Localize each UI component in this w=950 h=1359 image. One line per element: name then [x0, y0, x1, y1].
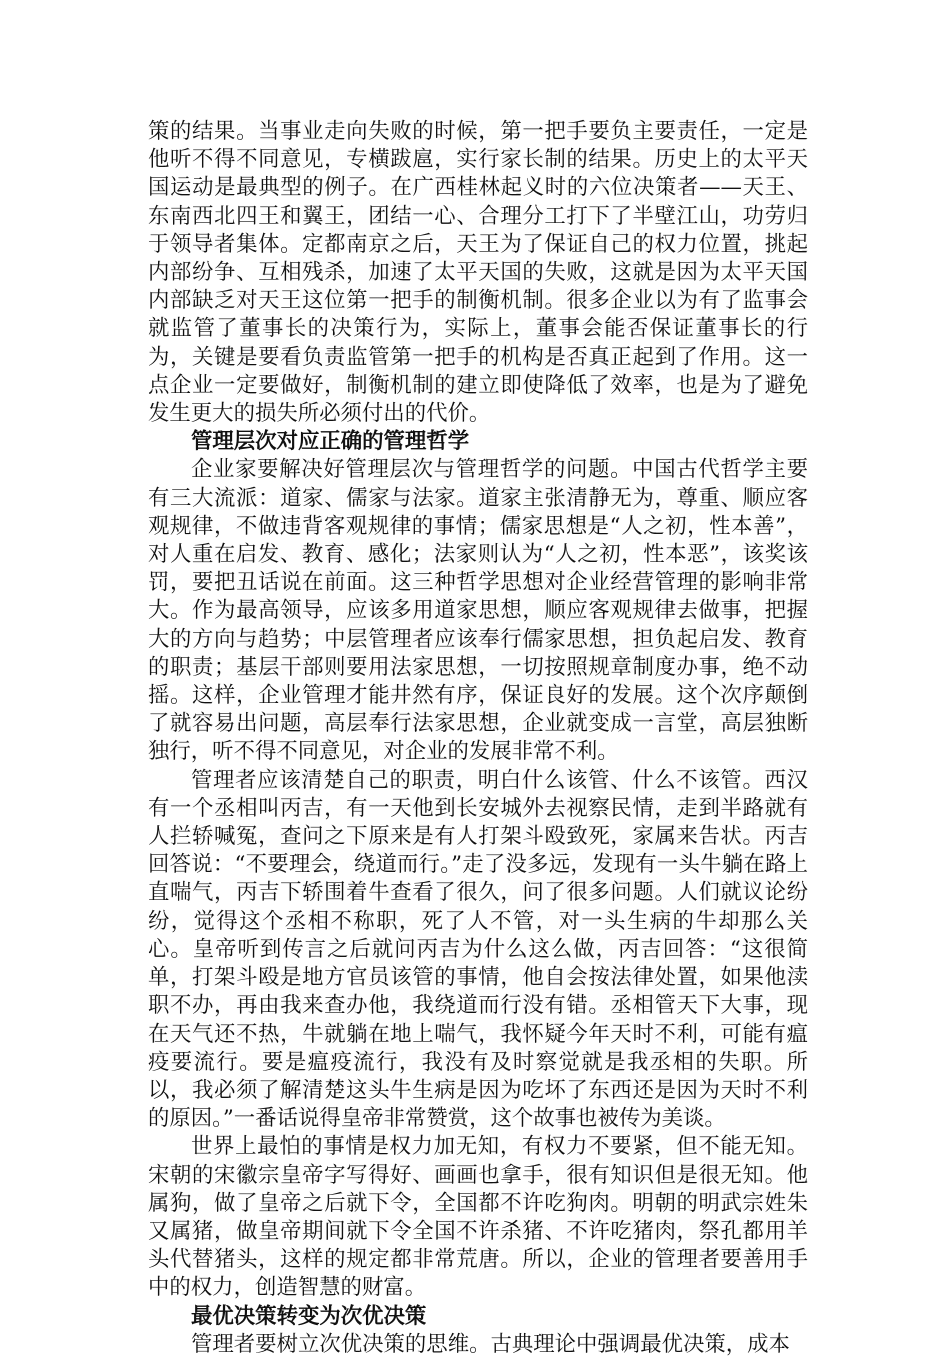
section-heading-1: 管理层次对应正确的管理哲学: [191, 429, 470, 455]
paragraph-3: 管理者应该清楚自己的职责，明白什么该管、什么不该管。西汉有一个丞相叫丙吉，有一天他到长安城外去视察民情，走到半路就有人拦轿喊冤，查问之下原来是有人打架斗殴致死，家属来告状。丙吉回答说：“不要理会，绕道而行。”走了没多远，发现有一头牛躺在路上直喘气，丙吉下轿围着牛查看了很久，问了很多问题。人们就议论纷纷，觉得这个丞相不称职，死了人不管，对一头生病的牛却那么关心。皇帝听到传言之后就问丙吉为什么这么做，丙吉回答：“这很简单，打架斗殴是地方官员该管的事情，他自会按法律处置，如果他渎职不办，再由我来查办他，我绕道而行没有错。丞相管天下大事，现在天气还不热，牛就躺在地上喘气，我怀疑今年天时不利，可能有瘟疫要流行。要是瘟疫流行，我没有及时察觉就是我丞相的失职。所以，我必须了解清楚这头牛生病是因为吃坏了东西还是因为天时不利的原因。”一番话说得皇帝非常赞赏，这个故事也被传为美谈。: [148, 767, 808, 1132]
paragraph-5: 管理者要树立次优决策的思维。古典理论中强调最优决策，成本: [191, 1331, 790, 1357]
section-heading-2: 最优决策转变为次优决策: [191, 1303, 427, 1329]
document-body: [148, 118, 808, 1359]
paragraph-2: 企业家要解决好管理层次与管理哲学的问题。中国古代哲学主要有三大流派：道家、儒家与法家。道家主张清静无为，尊重、顺应客观规律，不做违背客观规律的事情；儒家思想是“人之初，性本善”，对人重在启发、教育、感化；法家则认为“人之初，性本恶”，该奖该罚，要把丑话说在前面。这三种哲学思想对企业经营管理的影响非常大。作为最高领导，应该多用道家思想，顺应客观规律去做事，把握大的方向与趋势；中层管理者应该奉行儒家思想，担负起启发、教育的职责；基层干部则要用法家思想，一切按照规章制度办事，绝不动摇。这样，企业管理才能井然有序，保证良好的发展。这个次序颠倒了就容易出问题，高层奉行法家思想，企业就变成一言堂，高层独断独行，听不得不同意见，对企业的发展非常不利。: [148, 457, 808, 765]
paragraph-1: 策的结果。当事业走向失败的时候，第一把手要负主要责任，一定是他听不得不同意见，专横跋扈，实行家长制的结果。历史上的太平天国运动是最典型的例子。在广西桂林起义时的六位决策者——天王、东南西北四王和翼王，团结一心、合理分工打下了半壁江山，功劳归于领导者集体。定都南京之后，天王为了保证自己的权力位置，挑起内部纷争、互相残杀，加速了太平天国的失败，这就是因为太平天国内部缺乏对天王这位第一把手的制衡机制。很多企业以为有了监事会就监管了董事长的决策行为，实际上，董事会能否保证董事长的行为，关键是要看负责监管第一把手的机构是否真正起到了作用。这一点企业一定要做好，制衡机制的建立即使降低了效率，也是为了避免发生更大的损失所必须付出的代价。: [148, 119, 808, 427]
paragraph-4: 世界上最怕的事情是权力加无知，有权力不要紧，但不能无知。宋朝的宋徽宗皇帝字写得好、画画也拿手，很有知识但是很无知。他属狗，做了皇帝之后就下令，全国都不许吃狗肉。明朝的明武宗姓朱又属猪，做皇帝期间就下令全国不许杀猪、不许吃猪肉，祭孔都用羊头代替猪头，这样的规定都非常荒唐。所以，企业的管理者要善用手中的权力，创造智慧的财富。: [148, 1134, 808, 1301]
